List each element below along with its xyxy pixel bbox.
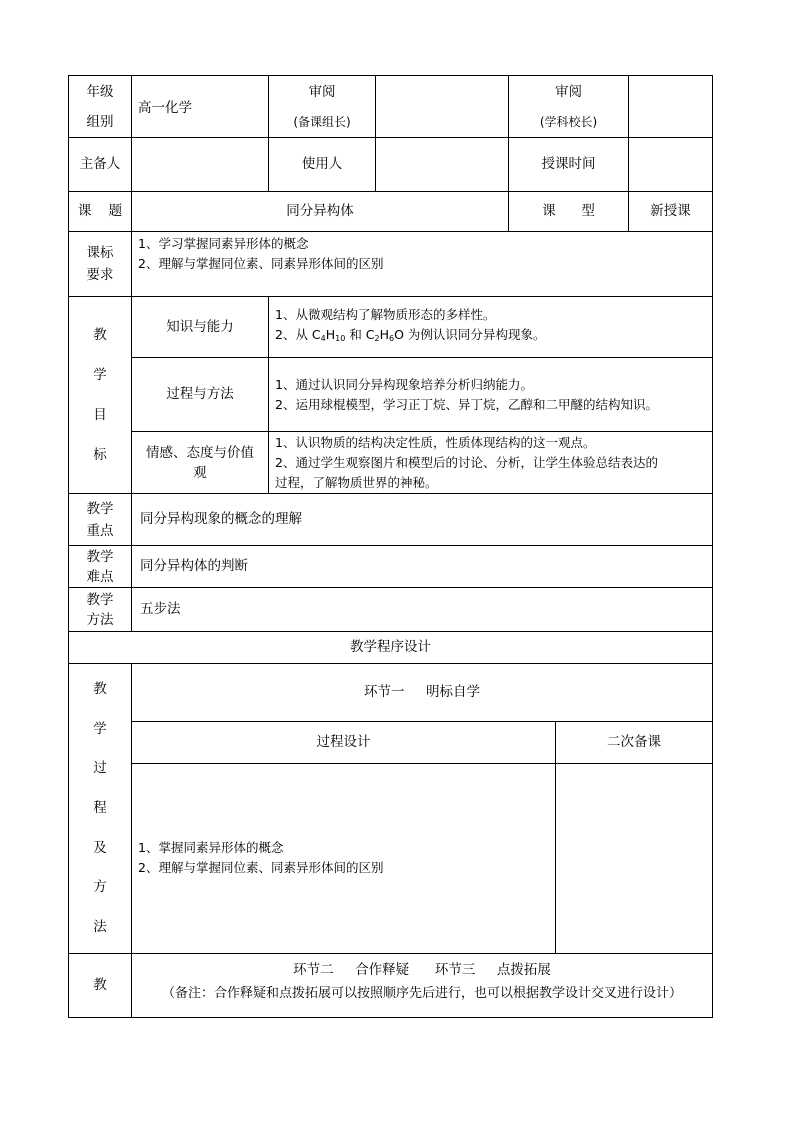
process-design-header-text: 过程设计 (316, 734, 371, 750)
process-char-6: 方 (93, 879, 107, 896)
knowledge-label-text: 知识与能力 (166, 318, 234, 335)
process-char-4: 程 (93, 799, 107, 816)
lesson-plan-table (68, 75, 713, 1018)
key-point-text: 同分异构现象的概念的理解 (140, 511, 302, 527)
knowledge-line2-mid3: H (379, 327, 390, 342)
method-label (69, 588, 132, 632)
grade-value (132, 76, 269, 138)
key-point-value (132, 494, 712, 546)
topic-label (69, 192, 132, 232)
bottom-content (132, 954, 712, 1017)
emotion-line3: 过程，了解物质世界的神秘。 (275, 474, 438, 490)
knowledge-content (269, 297, 712, 358)
knowledge-line2 (275, 325, 712, 349)
type-label-text: 课 型 (542, 203, 595, 219)
process-method-label (132, 358, 269, 432)
type-value-text: 新授课 (650, 203, 691, 219)
knowledge-label (132, 297, 269, 358)
key-point-label-line2: 重点 (86, 522, 114, 539)
objectives-char-2: 学 (93, 366, 107, 383)
difficulty-value (132, 546, 712, 588)
review-principal-value (629, 76, 712, 138)
emotion-label (132, 432, 269, 494)
objectives-char-3: 目 (93, 406, 107, 423)
grade-label-line1: 年级 (86, 83, 114, 100)
standards-line2: 2、理解与掌握同位素、同素异形体间的区别 (138, 256, 384, 271)
type-value (629, 192, 712, 232)
review2-line2: (学科校长) (539, 114, 598, 129)
review1-line2: (备课组长) (293, 114, 351, 129)
review1-line1: 审阅 (308, 83, 336, 100)
emotion-label-line1: 情感、态度与价值 (146, 444, 254, 461)
emotion-line1: 1、认识物质的结构决定性质，性质体现结构的这一观点。 (275, 434, 596, 450)
process-side-label (69, 664, 132, 954)
knowledge-sub-2: 10 (335, 334, 346, 343)
design-title (69, 632, 712, 664)
process-line1: 1、通过认识同分异构现象培养分析归纳能力。 (275, 376, 533, 392)
process-content-line1: 1、掌握同素异形体的概念 (138, 840, 284, 855)
bottom-note: （备注：合作释疑和点拨拓展可以按照顺序先后进行，也可以根据教学设计交叉进行设计） (161, 986, 682, 1001)
objectives-side-label (69, 297, 132, 494)
bottom-stages: 环节二 合作释疑 环节三 点拨拓展 (293, 962, 551, 978)
process-char-7: 法 (93, 918, 107, 935)
method-value (132, 588, 712, 632)
preparer-value (132, 138, 269, 192)
knowledge-sub-3: 2 (374, 334, 380, 343)
time-value (629, 138, 712, 192)
key-point-label (69, 494, 132, 546)
standards-label-line2: 要求 (86, 267, 114, 283)
user-label-text: 使用人 (301, 156, 343, 172)
knowledge-sub-1: 4 (320, 334, 326, 343)
process-design-header (132, 722, 556, 764)
emotion-line2: 2、通过学生观察图片和模型后的讨论、分析，让学生体验总结表达的 (275, 454, 658, 470)
difficulty-text: 同分异构体的判断 (140, 558, 248, 574)
design-title-text: 教学程序设计 (350, 639, 431, 655)
difficulty-label (69, 546, 132, 588)
difficulty-label-line2: 难点 (86, 568, 114, 585)
method-label-line2: 方法 (86, 611, 114, 628)
standards-label-line1: 课标 (86, 245, 114, 261)
process-char-1: 教 (93, 681, 107, 698)
bottom-side-char: 教 (93, 977, 107, 993)
preparer-label (69, 138, 132, 192)
process-method-content (269, 358, 712, 432)
process-content-line2: 2、理解与掌握同位素、同素异形体间的区别 (138, 860, 384, 875)
method-label-line1: 教学 (86, 591, 114, 608)
second-prep-header (556, 722, 712, 764)
grade-value-text: 高一化学 (138, 100, 192, 116)
standards-content (132, 232, 712, 297)
key-point-label-line1: 教学 (86, 500, 114, 517)
stage1-text: 环节一 明标自学 (364, 684, 480, 700)
second-prep-header-text: 二次备课 (607, 734, 661, 750)
review2-line1: 审阅 (555, 83, 582, 100)
bottom-side-label (69, 954, 132, 1017)
review-group-leader-label (269, 76, 376, 138)
method-text: 五步法 (140, 601, 181, 617)
knowledge-line2-suffix: O 为例认识同分异构现象。 (394, 327, 546, 342)
user-value (376, 138, 509, 192)
grade-label-line2: 组别 (86, 113, 114, 130)
time-label-text: 授课时间 (541, 156, 596, 172)
process-char-2: 学 (93, 720, 107, 737)
process-design-content (132, 764, 556, 954)
knowledge-line2-mid2: 和 C (345, 327, 375, 342)
user-label (269, 138, 376, 192)
process-line2: 2、运用球棍模型，学习正丁烷、异丁烷，乙醇和二甲醚的结构知识。 (275, 396, 658, 412)
preparer-label-text: 主备人 (79, 156, 121, 172)
process-method-label-text: 过程与方法 (166, 386, 234, 402)
standards-line1: 1、学习掌握同素异形体的概念 (138, 236, 309, 251)
knowledge-sub-4: 6 (389, 334, 395, 343)
difficulty-label-line1: 教学 (86, 548, 114, 565)
process-char-5: 及 (93, 839, 107, 856)
topic-value (132, 192, 509, 232)
objectives-char-4: 标 (93, 446, 107, 463)
emotion-label-line2: 观 (193, 464, 207, 481)
topic-label-text: 课 题 (77, 203, 123, 219)
knowledge-line2-prefix: 2、从 C (275, 327, 321, 342)
topic-value-text: 同分异构体 (286, 203, 354, 219)
knowledge-line1: 1、从微观结构了解物质形态的多样性。 (275, 307, 496, 322)
review-group-leader-value (376, 76, 509, 138)
time-label (509, 138, 629, 192)
objectives-char-1: 教 (93, 326, 107, 343)
type-label (509, 192, 629, 232)
stage1-heading (132, 664, 712, 722)
emotion-content (269, 432, 712, 494)
review-principal-label (509, 76, 629, 138)
process-char-3: 过 (93, 760, 107, 777)
knowledge-line2-mid: H (325, 327, 336, 342)
second-prep-content (556, 764, 712, 954)
grade-label (69, 76, 132, 138)
standards-label (69, 232, 132, 297)
